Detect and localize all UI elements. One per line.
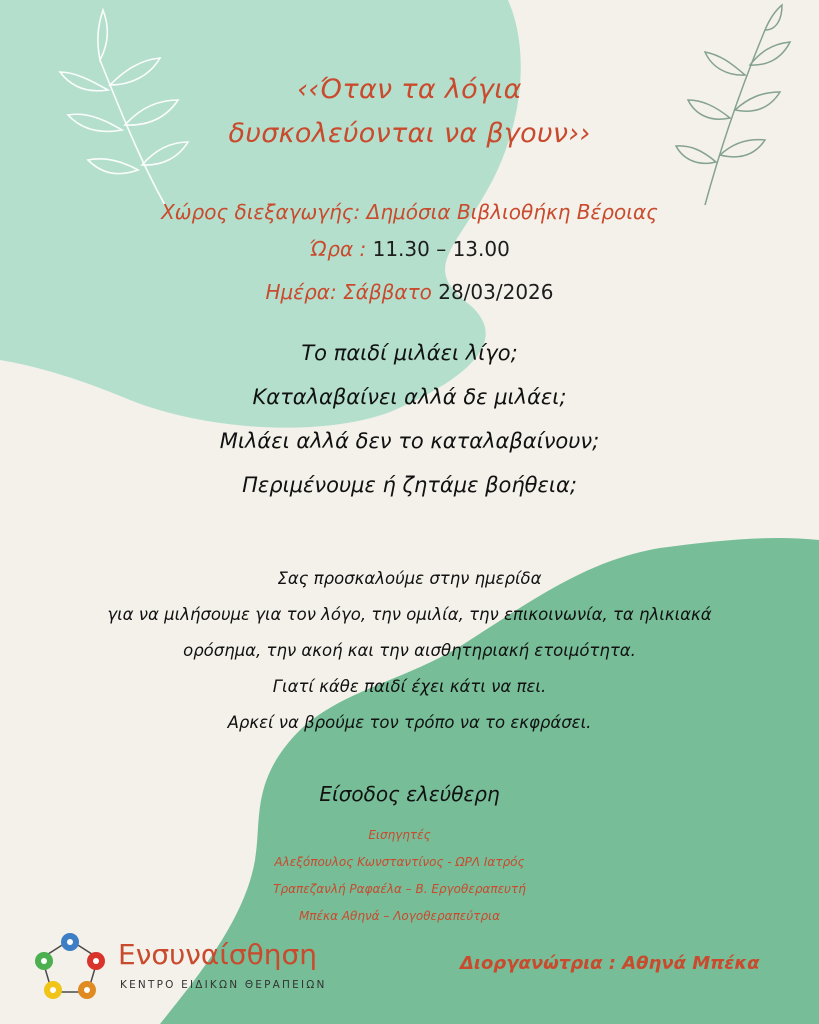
question: Μιλάει αλλά δεν το καταλαβαίνουν; [219, 429, 600, 453]
invitation-text [0, 561, 819, 741]
time-value: 11.30 – 13.00 [372, 237, 510, 261]
speakers-heading: Εισηγητές [368, 828, 431, 842]
venue: Χώρος διεξαγωγής: Δημόσια Βιβλιοθήκη Βέροιας [161, 200, 658, 224]
logo-subtitle: ΚΕΝΤΡΟ ΕΙΔΙΚΩΝ ΘΕΡΑΠΕΙΩΝ [120, 979, 327, 991]
question: Καταλαβαίνει αλλά δε μιλάει; [252, 385, 567, 409]
free-entry: Είσοδος ελεύθερη [319, 782, 500, 806]
title-line-1: ‹‹Όταν τα λόγια [297, 74, 522, 105]
title-line-2: δυσκολεύονται να βγουν›› [228, 118, 591, 149]
logo [30, 930, 350, 1005]
logo-name: Ενσυναίσθηση [118, 938, 317, 971]
organizer: Διοργανώτρια : Αθηνά Μπέκα [460, 953, 760, 974]
date-label: Ημέρα: Σάββατο [265, 280, 432, 304]
speaker: Μπέκα Αθηνά – Λογοθεραπεύτρια [298, 909, 501, 923]
time-line [0, 237, 819, 261]
question: Περιμένουμε ή ζητάμε βοήθεια; [242, 473, 577, 497]
logo-mark-icon [30, 930, 110, 1005]
invitation-line: ορόσημα, την ακοή και την αισθητηριακή ετοιμότητα. [183, 641, 636, 660]
question: Το παιδί μιλάει λίγο; [301, 341, 518, 365]
date-line [0, 280, 819, 304]
speaker: Τραπεζανλή Ραφαέλα – Β. Εργοθεραπευτή [273, 882, 526, 896]
speaker: Αλεξόπουλος Κωνσταντίνος - ΩΡΛ Ιατρός [274, 855, 525, 869]
date-value: 28/03/2026 [438, 280, 554, 304]
questions [0, 331, 819, 507]
invitation-line: για να μιλήσουμε για τον λόγο, την ομιλία, την επικοινωνία, τα ηλικιακά [107, 605, 712, 624]
invitation-line: Σας προσκαλούμε στην ημερίδα [277, 569, 542, 588]
invitation-line: Αρκεί να βρούμε τον τρόπο να το εκφράσει. [227, 713, 592, 732]
invitation-line: Γιατί κάθε παιδί έχει κάτι να πει. [272, 677, 547, 696]
speakers [0, 822, 809, 930]
event-title [0, 68, 819, 156]
time-label: Ώρα : [309, 237, 367, 261]
